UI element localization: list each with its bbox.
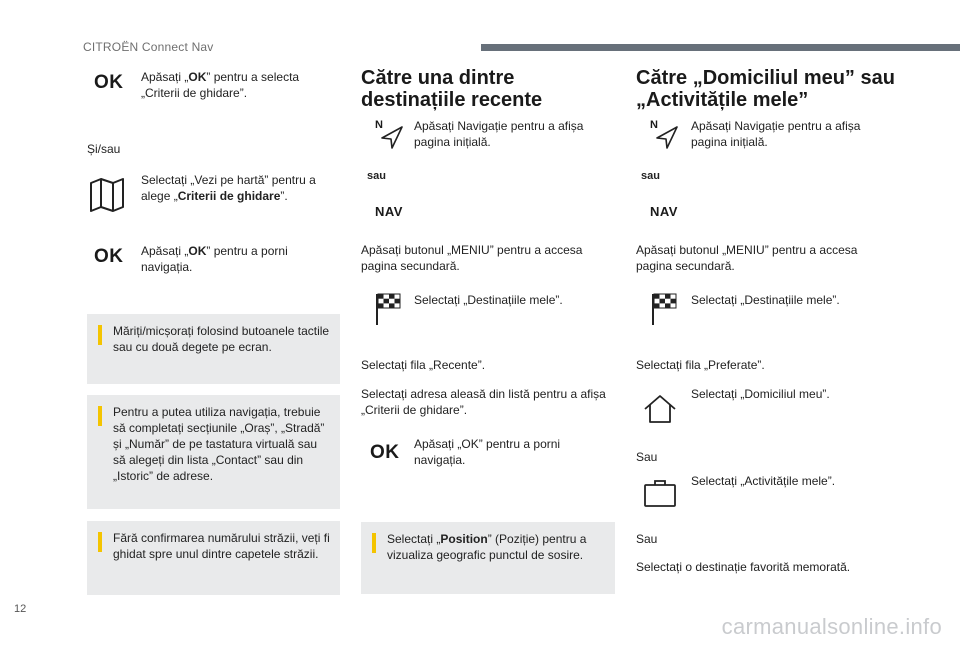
step-text-post: ”.: [280, 189, 288, 203]
north-letter: N: [375, 119, 383, 131]
home-icon: [643, 393, 677, 425]
select-tab-favorites: Selectați fila „Preferate”.: [636, 358, 765, 372]
running-header-title: CITROËN Connect Nav: [83, 40, 214, 54]
note-text-post: ” (Poziție) pentru a vizualiza geografic punctul de sosire.: [387, 532, 587, 562]
navigation-icon: [648, 117, 680, 151]
checkered-flag-icon: [374, 291, 404, 327]
step-press-navigation: Apăsați Navigație pentru a afișa pagina inițială.: [414, 119, 584, 149]
step-my-activities: Selectați „Activitățile mele”.: [691, 474, 836, 488]
ok-icon: OK: [370, 442, 400, 463]
note-text: Fără confirmarea numărului străzii, veți fi ghidat spre unul dintre capetele străzii.: [113, 531, 330, 561]
step-view-on-map: [141, 172, 326, 204]
or-label: sau: [641, 170, 660, 182]
step-my-destinations: Selectați „Destinațiile mele”.: [414, 293, 563, 307]
step-text-pre: Apăsați „: [141, 70, 189, 84]
watermark: carmanualsonline.info: [721, 614, 942, 639]
step-press-navigation: Apăsați Navigație pentru a afișa pagina inițială.: [691, 119, 861, 149]
ok-icon: OK: [94, 72, 124, 93]
note-text: [387, 531, 605, 563]
nav-button-icon: NAV: [650, 204, 678, 219]
ok-icon: OK: [94, 246, 124, 267]
map-icon: [88, 176, 126, 214]
page-number: 12: [14, 603, 27, 615]
menu-instruction: Apăsați butonul „MENIU” pentru a accesa pagina secundară.: [636, 243, 858, 273]
note-text: Măriți/micșorați folosind butoanele tactile sau cu două degete pe ecran.: [113, 324, 330, 354]
select-tab-recent: Selectați fila „Recente”.: [361, 358, 486, 372]
step-press-ok-start: [141, 243, 326, 275]
step-text-pre: Selectați „Vezi pe hartă” pentru a alege „: [141, 173, 316, 203]
note-text-pre: Selectați „: [387, 532, 441, 546]
note-text: Pentru a putea utiliza navigația, trebuie să completați secțiunile „Oraș”, „Stradă” și „Număr” de pe tastatura virtuală sau să alegeți din lista „Contact” sau din „Istoric” de adrese.: [113, 405, 325, 483]
step-press-ok-start: Apăsați „OK” pentru a porni navigația.: [414, 437, 561, 467]
or-label: Sau: [636, 532, 658, 546]
note-fill-fields: [87, 395, 340, 509]
north-letter: N: [650, 119, 658, 131]
note-marker: [98, 406, 102, 426]
step-text-bold: Criterii de ghidare: [177, 189, 281, 203]
or-label: sau: [367, 170, 386, 182]
navigation-icon: [373, 117, 405, 151]
select-address: Selectați adresa aleasă din listă pentru a afișa „Criterii de ghidare”.: [361, 387, 606, 417]
or-label: Sau: [636, 450, 658, 464]
select-favorite-destination: Selectați o destinație favorită memorată.: [636, 560, 851, 574]
note-marker: [98, 325, 102, 345]
section-title-home-work: Către „Domiciliul meu” sau „Activitățile mele”: [636, 67, 895, 111]
section-title-recent-destinations: Către una dintre destinațiile recente: [361, 67, 543, 111]
nav-button-icon: NAV: [375, 204, 403, 219]
note-text-bold: Position: [440, 532, 488, 546]
step-press-ok-criteria: [141, 69, 326, 101]
note-marker: [98, 532, 102, 552]
step-text-post: ” pentru a selecta „Criterii de ghidare”.: [141, 70, 300, 100]
step-text-pre: Apăsați „: [141, 244, 189, 258]
note-zoom: [87, 314, 340, 384]
menu-instruction: Apăsați butonul „MENIU” pentru a accesa pagina secundară.: [361, 243, 583, 273]
header-bar: [481, 44, 960, 51]
step-my-home: Selectați „Domiciliul meu”.: [691, 387, 830, 401]
step-my-destinations: Selectați „Destinațiile mele”.: [691, 293, 840, 307]
note-position: [361, 522, 615, 594]
briefcase-icon: [643, 478, 677, 508]
note-street-number: [87, 521, 340, 595]
step-text-bold: OK: [188, 70, 207, 84]
note-marker: [372, 533, 376, 553]
step-text-post: ” pentru a porni navigația.: [141, 244, 288, 274]
step-text-bold: OK: [188, 244, 207, 258]
and-or-label: Și/sau: [87, 142, 121, 156]
checkered-flag-icon: [650, 291, 680, 327]
